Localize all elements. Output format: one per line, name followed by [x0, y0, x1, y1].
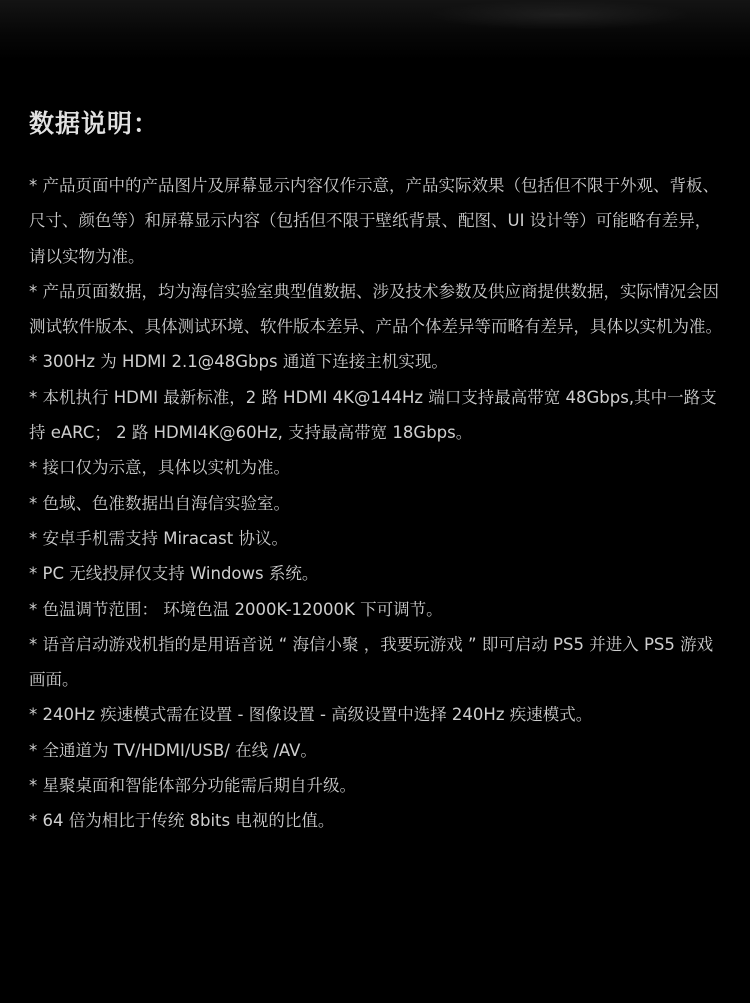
note-item: * 安卓手机需支持 Miracast 协议。	[29, 528, 288, 548]
note-item: * 本机执行 HDMI 最新标准，2 路 HDMI 4K@144Hz 端口支持最高带宽 48Gbps,其中一路支持 eARC； 2 路 HDMI4K@60Hz, 支持最高带宽 18Gbps。	[29, 387, 717, 443]
section-heading: 数据说明：	[29, 109, 160, 138]
note-item: * 色域、色准数据出自海信实验室。	[29, 493, 290, 513]
data-notes-section	[29, 104, 724, 839]
note-item: * 产品页面中的产品图片及屏幕显示内容仅作示意，产品实际效果（包括但不限于外观、背板、尺寸、颜色等）和屏幕显示内容（包括但不限于壁纸背景、配图、UI 设计等）可能略有差异，请以实物为准。	[29, 176, 719, 266]
note-item: * 产品页面数据，均为海信实验室典型值数据、涉及技术参数及供应商提供数据，实际情况会因测试软件版本、具体测试环境、软件版本差异、产品个体差异等而略有差异，具体以实机为准。	[29, 281, 722, 337]
note-item: * 64 倍为相比于传统 8bits 电视的比值。	[29, 811, 335, 831]
note-item: * 色温调节范围： 环境色温 2000K-12000K 下可调节。	[29, 599, 443, 619]
note-item: * PC 无线投屏仅支持 Windows 系统。	[29, 564, 319, 584]
note-item: * 300Hz 为 HDMI 2.1@48Gbps 通道下连接主机实现。	[29, 352, 448, 372]
note-item: * 全通道为 TV/HDMI/USB/ 在线 /AV。	[29, 740, 317, 760]
notes-list	[29, 168, 724, 839]
note-item: * 星聚桌面和智能体部分功能需后期自升级。	[29, 776, 356, 796]
note-item: * 语音启动游戏机指的是用语音说 “ 海信小聚 ，我要玩游戏 ” 即可启动 PS5 并进入 PS5 游戏画面。	[29, 634, 714, 690]
note-item: * 接口仅为示意，具体以实机为准。	[29, 458, 290, 478]
note-item: * 240Hz 疾速模式需在设置 - 图像设置 - 高级设置中选择 240Hz 疾速模式。	[29, 705, 593, 725]
top-background-fade	[0, 0, 750, 60]
